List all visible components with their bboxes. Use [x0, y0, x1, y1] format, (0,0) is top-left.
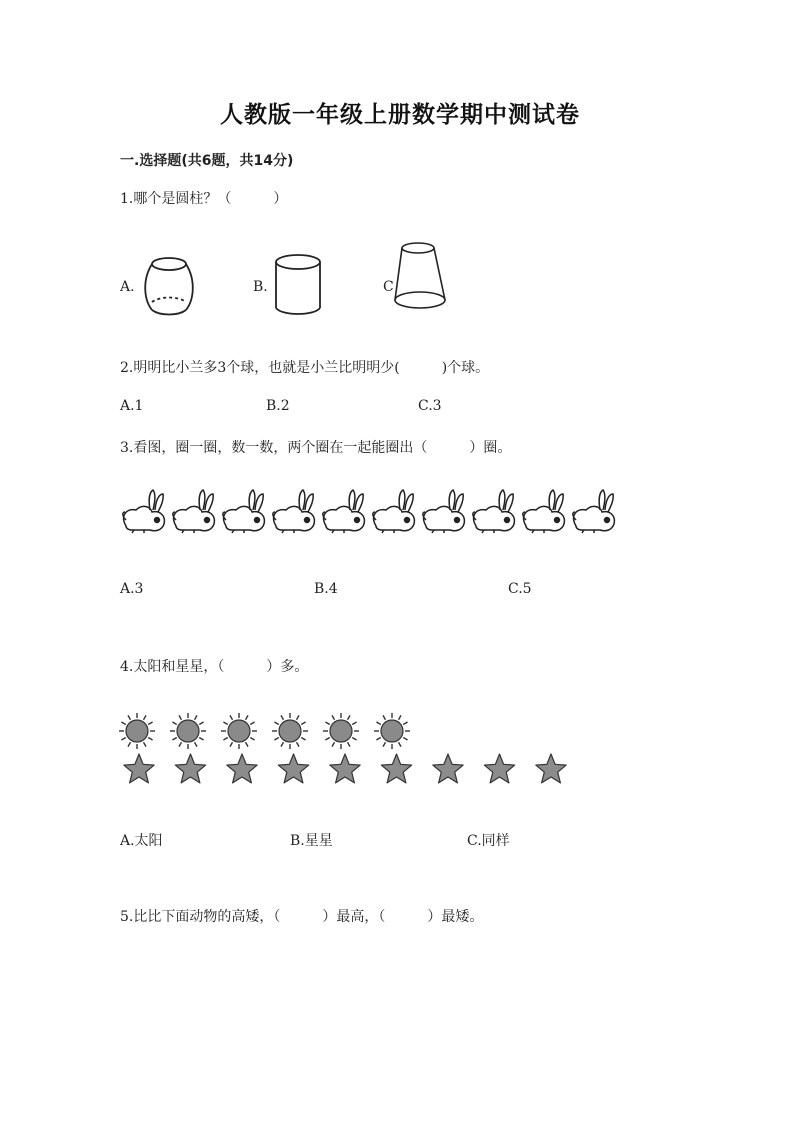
question-3: 3.看图，圈一圈，数一数，两个圈在一起能圈出（ ）圈。 [120, 440, 512, 456]
q3-option-b: B.4 [314, 581, 338, 597]
sun-icon [323, 713, 359, 749]
section-heading: 一.选择题(共6题，共14分) [120, 153, 294, 169]
star-row [120, 752, 570, 788]
star-icon [175, 754, 205, 783]
star-icon [433, 754, 463, 783]
sun-icon [272, 713, 308, 749]
q3-option-a: A.3 [120, 581, 144, 597]
q2-option-c: C.3 [418, 398, 442, 414]
barrel-shape-icon [140, 250, 200, 320]
q3-option-c: C.5 [508, 581, 532, 597]
star-icon [227, 754, 257, 783]
sun-icon [374, 713, 410, 749]
star-icon [330, 754, 360, 783]
sun-icon [119, 713, 155, 749]
question-4: 4.太阳和星星，（ ）多。 [120, 659, 309, 675]
rabbit-icon [123, 490, 165, 533]
q4-option-a: A.太阳 [120, 833, 163, 849]
question-1: 1.哪个是圆柱？（ ） [120, 191, 288, 207]
q2-option-a: A.1 [120, 398, 144, 414]
star-icon [124, 754, 154, 783]
rabbit-icon [323, 490, 365, 533]
star-icon [484, 754, 514, 783]
rabbit-icon [473, 490, 515, 533]
rabbit-icon [223, 490, 265, 533]
truncated-cone-shape-icon [392, 240, 452, 316]
sun-icon [221, 713, 257, 749]
q1-option-b: B. [253, 279, 268, 295]
rabbit-icon [523, 490, 565, 533]
star-icon [278, 754, 308, 783]
q1-option-c: C [383, 279, 394, 295]
q4-option-b: B.星星 [290, 833, 333, 849]
q4-option-c: C.同样 [467, 833, 510, 849]
rabbit-icon [173, 490, 215, 533]
rabbit-icon [273, 490, 315, 533]
star-icon [536, 754, 566, 783]
page-title: 人教版一年级上册数学期中测试卷 [220, 102, 580, 128]
rabbit-row [120, 486, 630, 536]
question-2: 2.明明比小兰多3个球，也就是小兰比明明少( )个球。 [120, 360, 490, 376]
cylinder-shape-icon [272, 252, 328, 318]
star-icon [381, 754, 411, 783]
rabbit-icon [573, 490, 615, 533]
q2-option-b: B.2 [266, 398, 290, 414]
rabbit-icon [373, 490, 415, 533]
sun-icon [170, 713, 206, 749]
rabbit-icon [423, 490, 465, 533]
sun-row [120, 712, 420, 752]
question-5: 5.比比下面动物的高矮，（ ）最高，（ ）最矮。 [120, 909, 484, 925]
q1-option-a: A. [120, 279, 135, 295]
